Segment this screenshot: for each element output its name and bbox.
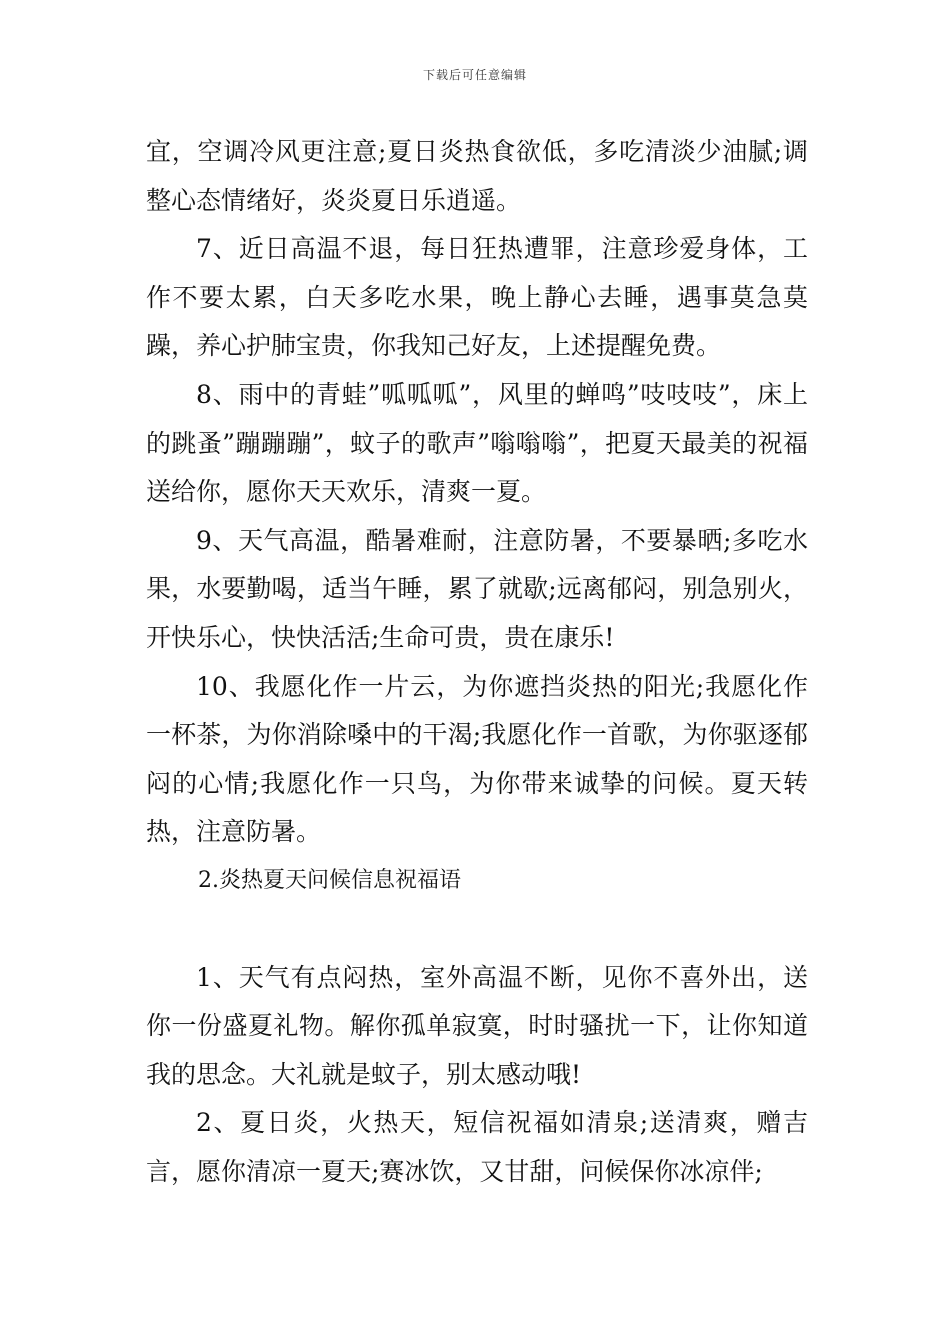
paragraph-item-10: 10、我愿化作一片云，为你遮挡炎热的阳光;我愿化作一杯茶，为你消除嗓中的干渴;我愿化作一首歌，为你驱逐郁闷的心情;我愿化作一只鸟，为你带来诚挚的问候。夏天转热，注意防暑。 [146,671,808,847]
paragraph-item-9: 9、天气高温，酷暑难耐，注意防暑，不要暴晒;多吃水果，水要勤喝，适当午睡，累了就歇;远离郁闷，别急别火，开快乐心，快快活活;生命可贵，贵在康乐! [146,525,808,652]
paragraph-continuation: 宜，空调冷风更注意;夏日炎热食欲低，多吃清淡少油腻;调整心态情绪好，炎炎夏日乐逍遥。 [146,137,808,215]
section-spacer [146,906,808,954]
document-body [146,128,808,1196]
paragraph-item-8: 8、雨中的青蛙”呱呱呱”，风里的蝉鸣”吱吱吱”，床上的跳蚤”蹦蹦蹦”，蚊子的歌声”嗡嗡嗡”，把夏天最美的祝福送给你，愿你天天欢乐，清爽一夏。 [146,379,808,507]
paragraph-item-7: 7、近日高温不退，每日狂热遭罪，注意珍爱身体，工作不要太累，白天多吃水果，晚上静心去睡，遇事莫急莫躁，养心护肺宝贵，你我知己好友，上述提醒免费。 [146,234,808,361]
section-heading: 2.炎热夏天问候信息祝福语 [198,867,461,893]
paragraph-section2-item-2: 2、夏日炎，火热天，短信祝福如清泉;送清爽，赠吉言，愿你清凉一夏天;赛冰饮，又甘甜，问候保你冰凉伴; [146,1108,808,1186]
paragraph-section2-item-1: 1、天气有点闷热，室外高温不断，见你不喜外出，送你一份盛夏礼物。解你孤单寂寞，时时骚扰一下，让你知道我的思念。大礼就是蚊子，别太感动哦! [146,962,808,1089]
page-header-note: 下载后可任意编辑 [422,68,527,82]
